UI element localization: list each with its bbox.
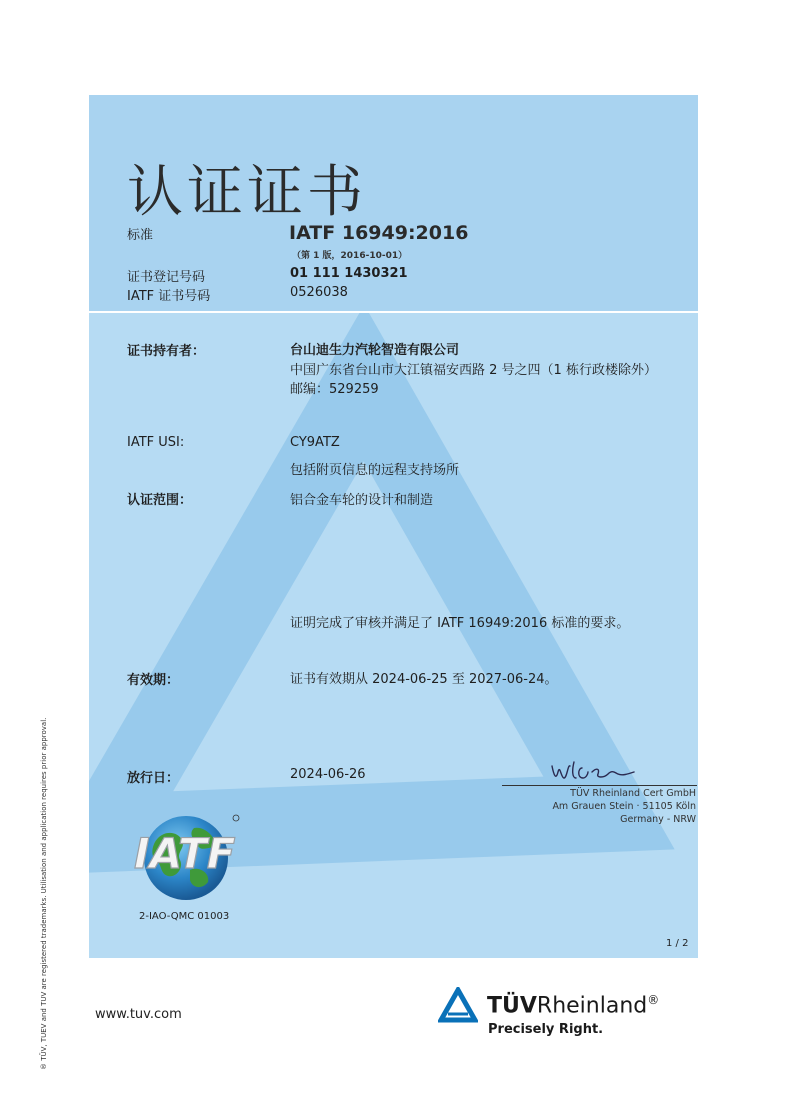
page-number: 1 / 2	[666, 938, 689, 949]
standard-edition: （第 1 版，2016-10-01）	[292, 251, 408, 261]
usi-note: 包括附页信息的远程支持场所	[290, 463, 460, 478]
scope-label: 认证范围：	[127, 493, 193, 508]
issuer-country: Germany - NRW	[620, 814, 696, 825]
conformity-statement: 证明完成了审核并满足了 IATF 16949:2016 标准的要求。	[290, 616, 630, 631]
scope-value: 铝合金车轮的设计和制造	[290, 493, 434, 508]
certificate-title: 认证证书	[127, 160, 367, 225]
issue-date-label: 放行日：	[127, 771, 180, 786]
validity-value: 证书有效期从 2024-06-25 至 2027-06-24。	[290, 672, 558, 687]
registration-value: 01 111 1430321	[290, 266, 408, 281]
usi-value: CY9ATZ	[290, 435, 340, 450]
issuer-address: Am Grauen Stein · 51105 Köln	[552, 801, 696, 812]
usi-label: IATF USI:	[127, 435, 185, 450]
iatf-logo	[128, 808, 243, 903]
holder-name: 台山迪生力汽轮智造有限公司	[290, 343, 460, 358]
iatf-cert-label: IATF 证书号码	[127, 289, 211, 304]
signature	[548, 758, 638, 786]
oversight-code: 2-IAO-QMC 01003	[139, 911, 230, 922]
validity-label: 有效期：	[127, 673, 180, 688]
issue-date-value: 2024-06-26	[290, 767, 366, 782]
standard-label: 标准	[127, 228, 154, 243]
issuer-name: TÜV Rheinland Cert GmbH	[570, 788, 696, 799]
signature-line	[502, 785, 697, 786]
registration-label: 证书登记号码	[127, 270, 206, 285]
trademark-note: ® TÜV, TUEV and TUV are registered trademarks. Utilisation and application requires prior approval.	[40, 717, 48, 1070]
holder-postcode: 邮编：529259	[290, 382, 379, 397]
tuv-brand-name: TÜVRheinland®	[487, 993, 660, 1019]
iatf-cert-value: 0526038	[290, 285, 348, 300]
holder-address: 中国广东省台山市大江镇福安西路 2 号之四（1 栋行政楼除外）	[290, 363, 657, 378]
holder-label: 证书持有者：	[127, 344, 206, 359]
tuv-triangle-logo	[438, 987, 478, 1023]
website-link[interactable]: www.tuv.com	[95, 1007, 182, 1022]
iatf-logo-text: IATF	[134, 829, 236, 878]
standard-value: IATF 16949:2016	[289, 222, 469, 244]
tuv-slogan: Precisely Right.	[488, 1022, 604, 1037]
